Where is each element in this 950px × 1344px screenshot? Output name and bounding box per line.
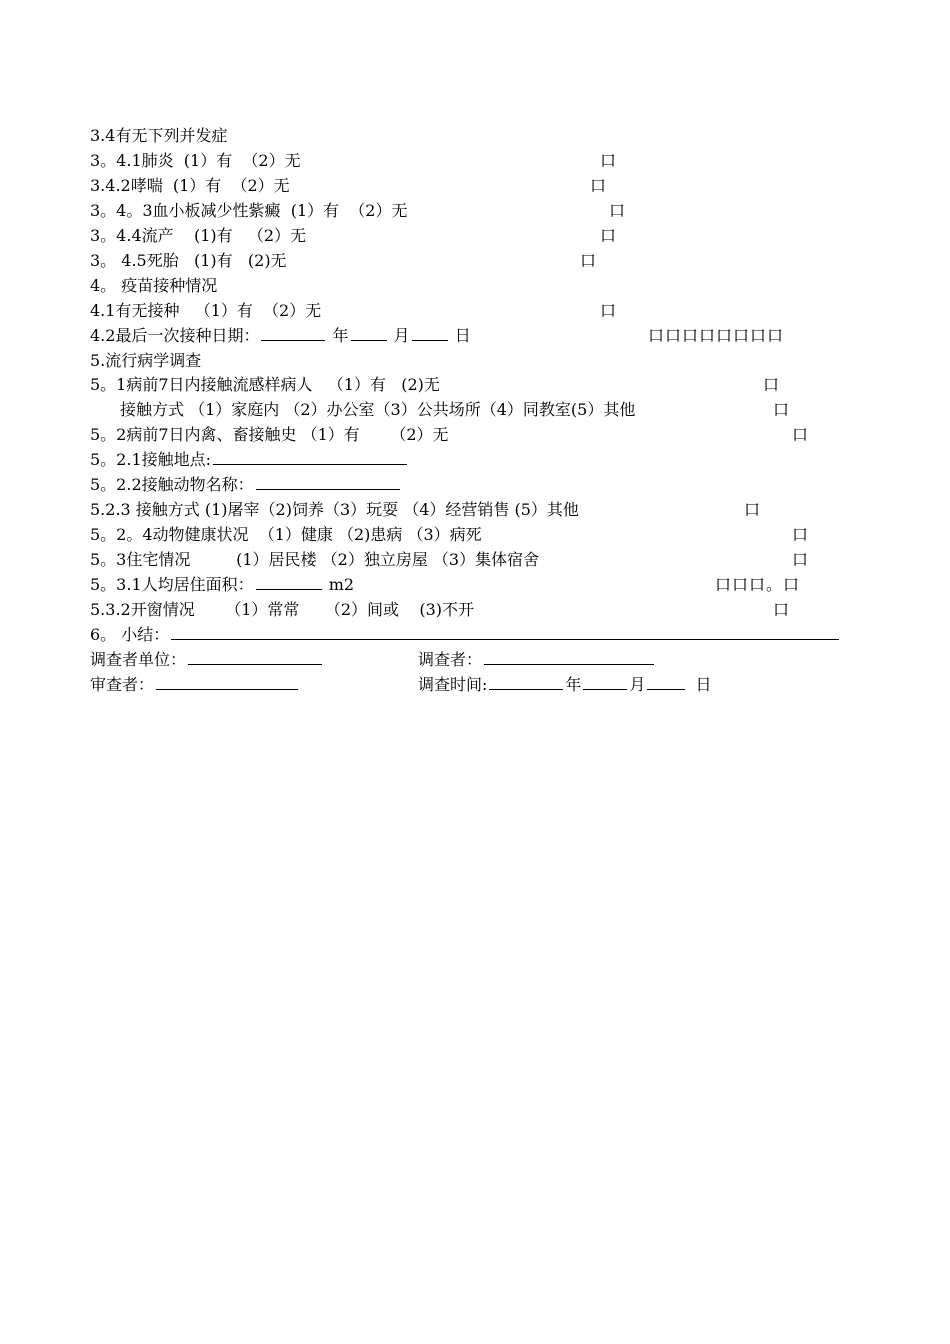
checkbox-3-4-2[interactable]: 口 [590, 176, 609, 195]
checkbox-5-3-2[interactable]: 口 [773, 600, 792, 619]
row-5-2-1 [90, 448, 409, 472]
checkbox-5-2-4[interactable]: 口 [792, 525, 811, 544]
checkbox-5-1[interactable]: 口 [763, 375, 782, 394]
year-label: 年 [565, 675, 582, 694]
checkbox-5-3-1[interactable]: 口口口。口 [715, 575, 801, 594]
date-month-blank[interactable] [351, 324, 387, 341]
reviewer-label: 审查者： [90, 675, 155, 694]
row-4-2 [90, 324, 471, 348]
checkbox-3-4-5[interactable]: 口 [580, 251, 599, 270]
row-text: 5.流行病学调查 [90, 351, 202, 370]
row-text: 5。2病前7日内禽、畜接触史 （1）有 （2）无 [90, 425, 449, 444]
investigator-label: 调查者： [418, 650, 483, 669]
row-5-1 [90, 373, 440, 397]
row-3-4-2 [90, 174, 290, 198]
unit-blank[interactable] [188, 648, 322, 665]
footer-reviewer [90, 673, 300, 697]
row-text: 5。3住宅情况 (1）居民楼 （2）独立房屋 （3）集体宿舍 [90, 550, 540, 569]
row-5-3 [90, 548, 539, 572]
row-text: 4.2最后一次接种日期： [90, 326, 260, 345]
row-3-4-1 [90, 149, 301, 173]
month-label: 月 [629, 675, 646, 694]
date-day-blank[interactable] [412, 324, 448, 341]
checkbox-5-2-3[interactable]: 口 [744, 500, 763, 519]
row-3-4-4 [90, 224, 306, 248]
checkbox-5-2[interactable]: 口 [792, 425, 811, 444]
section-5-heading [90, 349, 201, 373]
checkbox-4-1[interactable]: 口 [600, 301, 619, 320]
row-text: 5.3.2开窗情况 （1）常常 （2）间或 (3)不开 [90, 600, 475, 619]
summary-blank[interactable] [171, 623, 839, 640]
row-text: 5。2.2接触动物名称： [90, 475, 254, 494]
time-day-blank[interactable] [647, 673, 685, 690]
row-text: 4。 疫苗接种情况 [90, 276, 218, 295]
contact-location-blank[interactable] [213, 448, 407, 465]
footer-unit [90, 648, 324, 672]
row-text: 5。2.1接触地点: [90, 450, 212, 469]
row-6-summary [90, 623, 841, 647]
row-text: 3.4.2哮喘 (1）有 （2）无 [90, 176, 290, 195]
row-3-4-5 [90, 249, 287, 273]
footer-investigator [418, 648, 656, 672]
row-text: 3.4有无下列并发症 [90, 126, 228, 145]
checkbox-4-2-date[interactable]: 口口口口口口口口 [648, 326, 785, 345]
row-3-4-3 [90, 199, 408, 223]
row-text: 3。 4.5死胎 (1)有 (2)无 [90, 251, 287, 270]
day-label: 日 [695, 675, 712, 694]
checkbox-3-4-4[interactable]: 口 [600, 226, 619, 245]
row-text: 5。1病前7日内接触流感样病人 （1）有 (2)无 [90, 375, 440, 394]
row-text: 5。2。4动物健康状况 （1）健康 （2)患病 （3）病死 [90, 525, 482, 544]
footer-time [418, 673, 711, 697]
row-5-3-1 [90, 573, 354, 597]
row-text: 5.2.3 接触方式 (1)屠宰（2)饲养（3）玩耍 （4）经营销售 (5）其他 [90, 500, 579, 519]
row-5-2 [90, 423, 449, 447]
row-5-1-contact-type [120, 398, 635, 422]
row-4-1 [90, 299, 321, 323]
row-5-2-3 [90, 498, 579, 522]
animal-name-blank[interactable] [256, 473, 400, 490]
reviewer-blank[interactable] [156, 673, 298, 690]
time-month-blank[interactable] [583, 673, 627, 690]
section-4-heading [90, 274, 217, 298]
date-year-blank[interactable] [261, 324, 325, 341]
year-label: 年 [327, 326, 349, 345]
section-3-4-heading [90, 124, 227, 148]
row-text: 5。3.1人均居住面积： [90, 575, 254, 594]
month-label: 月 [388, 326, 410, 345]
row-text: 4.1有无接种 （1）有 （2）无 [90, 301, 322, 320]
time-label: 调查时间: [418, 675, 488, 694]
row-5-3-2 [90, 598, 474, 622]
time-year-blank[interactable] [489, 673, 563, 690]
unit-label: m2 [323, 575, 355, 594]
row-text: 6。 小结： [90, 625, 170, 644]
unit-label: 调查者单位： [90, 650, 187, 669]
area-blank[interactable] [256, 573, 322, 590]
row-text: 3。4.4流产 (1)有 （2）无 [90, 226, 307, 245]
checkbox-3-4-3[interactable]: 口 [609, 201, 628, 220]
row-5-2-2 [90, 473, 402, 497]
investigator-blank[interactable] [484, 648, 654, 665]
day-label: 日 [449, 326, 471, 345]
checkbox-5-3[interactable]: 口 [792, 550, 811, 569]
row-5-2-4 [90, 523, 482, 547]
row-text: 接触方式 （1）家庭内 （2）办公室（3）公共场所（4）同教室(5）其他 [120, 400, 636, 419]
checkbox-5-1-contact-type[interactable]: 口 [773, 400, 792, 419]
row-text: 3。4。3血小板减少性紫癜 (1）有 （2）无 [90, 201, 408, 220]
checkbox-3-4-1[interactable]: 口 [600, 151, 619, 170]
row-text: 3。4.1肺炎 (1）有 （2）无 [90, 151, 301, 170]
